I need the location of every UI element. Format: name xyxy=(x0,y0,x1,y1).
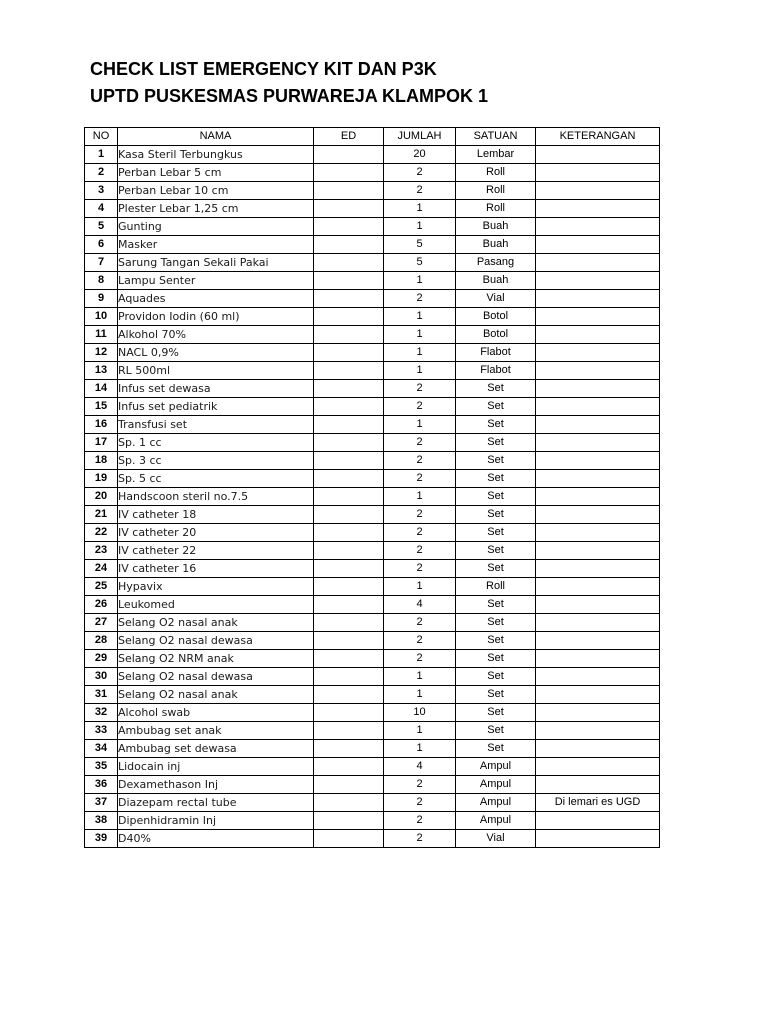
cell-ed xyxy=(314,236,384,254)
cell-satuan: Pasang xyxy=(456,254,536,272)
cell-jumlah: 2 xyxy=(384,560,456,578)
cell-keterangan xyxy=(536,704,660,722)
cell-no: 24 xyxy=(85,560,118,578)
cell-no: 21 xyxy=(85,506,118,524)
cell-no: 37 xyxy=(85,794,118,812)
cell-no: 30 xyxy=(85,668,118,686)
cell-keterangan xyxy=(536,650,660,668)
checklist-table xyxy=(84,127,660,848)
cell-nama: IV catheter 22 xyxy=(118,542,314,560)
cell-keterangan xyxy=(536,560,660,578)
cell-ed xyxy=(314,776,384,794)
table-row xyxy=(85,380,660,398)
cell-no: 13 xyxy=(85,362,118,380)
table-row xyxy=(85,704,660,722)
cell-nama: IV catheter 18 xyxy=(118,506,314,524)
cell-ed xyxy=(314,686,384,704)
cell-no: 28 xyxy=(85,632,118,650)
table-row xyxy=(85,650,660,668)
cell-satuan: Set xyxy=(456,452,536,470)
cell-ed xyxy=(314,740,384,758)
cell-satuan: Set xyxy=(456,398,536,416)
cell-keterangan xyxy=(536,164,660,182)
cell-nama: Aquades xyxy=(118,290,314,308)
table-row xyxy=(85,434,660,452)
cell-satuan: Set xyxy=(456,542,536,560)
cell-satuan: Set xyxy=(456,704,536,722)
cell-satuan: Ampul xyxy=(456,794,536,812)
cell-no: 36 xyxy=(85,776,118,794)
cell-jumlah: 2 xyxy=(384,830,456,848)
cell-satuan: Set xyxy=(456,596,536,614)
table-row xyxy=(85,218,660,236)
cell-no: 17 xyxy=(85,434,118,452)
table-row xyxy=(85,506,660,524)
cell-ed xyxy=(314,506,384,524)
cell-nama: Lampu Senter xyxy=(118,272,314,290)
cell-no: 6 xyxy=(85,236,118,254)
cell-ed xyxy=(314,146,384,164)
cell-keterangan xyxy=(536,146,660,164)
cell-keterangan xyxy=(536,632,660,650)
cell-jumlah: 2 xyxy=(384,524,456,542)
cell-no: 10 xyxy=(85,308,118,326)
cell-keterangan xyxy=(536,488,660,506)
cell-keterangan xyxy=(536,380,660,398)
cell-ed xyxy=(314,704,384,722)
cell-jumlah: 1 xyxy=(384,308,456,326)
table-row xyxy=(85,596,660,614)
cell-jumlah: 2 xyxy=(384,398,456,416)
cell-satuan: Set xyxy=(456,560,536,578)
cell-keterangan xyxy=(536,614,660,632)
cell-keterangan xyxy=(536,344,660,362)
cell-satuan: Set xyxy=(456,668,536,686)
cell-ed xyxy=(314,272,384,290)
cell-satuan: Flabot xyxy=(456,362,536,380)
cell-no: 1 xyxy=(85,146,118,164)
cell-no: 35 xyxy=(85,758,118,776)
cell-satuan: Set xyxy=(456,434,536,452)
cell-satuan: Ampul xyxy=(456,758,536,776)
cell-no: 19 xyxy=(85,470,118,488)
cell-keterangan xyxy=(536,506,660,524)
table-row xyxy=(85,452,660,470)
cell-keterangan xyxy=(536,524,660,542)
cell-keterangan xyxy=(536,434,660,452)
cell-no: 39 xyxy=(85,830,118,848)
cell-ed xyxy=(314,164,384,182)
cell-satuan: Set xyxy=(456,614,536,632)
cell-ed xyxy=(314,218,384,236)
table-row xyxy=(85,614,660,632)
cell-keterangan: Di lemari es UGD xyxy=(536,794,660,812)
cell-satuan: Roll xyxy=(456,200,536,218)
cell-satuan: Lembar xyxy=(456,146,536,164)
cell-keterangan xyxy=(536,578,660,596)
table-row xyxy=(85,182,660,200)
cell-jumlah: 1 xyxy=(384,200,456,218)
header-ed: ED xyxy=(314,128,384,146)
cell-jumlah: 2 xyxy=(384,470,456,488)
table-row xyxy=(85,326,660,344)
cell-nama: NACL 0,9% xyxy=(118,344,314,362)
cell-keterangan xyxy=(536,290,660,308)
cell-satuan: Set xyxy=(456,488,536,506)
cell-satuan: Set xyxy=(456,686,536,704)
cell-ed xyxy=(314,722,384,740)
cell-ed xyxy=(314,488,384,506)
table-row xyxy=(85,254,660,272)
cell-keterangan xyxy=(536,326,660,344)
cell-no: 7 xyxy=(85,254,118,272)
cell-keterangan xyxy=(536,398,660,416)
cell-jumlah: 2 xyxy=(384,506,456,524)
cell-no: 22 xyxy=(85,524,118,542)
cell-nama: Providon Iodin (60 ml) xyxy=(118,308,314,326)
cell-no: 18 xyxy=(85,452,118,470)
cell-nama: Sp. 5 cc xyxy=(118,470,314,488)
cell-keterangan xyxy=(536,596,660,614)
cell-nama: Handscoon steril no.7.5 xyxy=(118,488,314,506)
table-row xyxy=(85,794,660,812)
table-row xyxy=(85,740,660,758)
cell-nama: Dipenhidramin Inj xyxy=(118,812,314,830)
cell-satuan: Botol xyxy=(456,308,536,326)
cell-satuan: Set xyxy=(456,650,536,668)
cell-satuan: Vial xyxy=(456,830,536,848)
table-row xyxy=(85,488,660,506)
cell-nama: Plester Lebar 1,25 cm xyxy=(118,200,314,218)
cell-ed xyxy=(314,254,384,272)
cell-keterangan xyxy=(536,182,660,200)
cell-satuan: Set xyxy=(456,632,536,650)
cell-no: 8 xyxy=(85,272,118,290)
cell-ed xyxy=(314,434,384,452)
cell-no: 9 xyxy=(85,290,118,308)
document-subtitle: UPTD PUSKESMAS PURWAREJA KLAMPOK 1 xyxy=(90,86,489,106)
cell-keterangan xyxy=(536,812,660,830)
cell-nama: Infus set dewasa xyxy=(118,380,314,398)
table-row xyxy=(85,812,660,830)
cell-keterangan xyxy=(536,416,660,434)
cell-no: 25 xyxy=(85,578,118,596)
cell-nama: IV catheter 20 xyxy=(118,524,314,542)
cell-ed xyxy=(314,200,384,218)
cell-jumlah: 1 xyxy=(384,326,456,344)
cell-nama: Masker xyxy=(118,236,314,254)
cell-no: 20 xyxy=(85,488,118,506)
cell-nama: Diazepam rectal tube xyxy=(118,794,314,812)
cell-nama: RL 500ml xyxy=(118,362,314,380)
cell-jumlah: 10 xyxy=(384,704,456,722)
cell-nama: Ambubag set dewasa xyxy=(118,740,314,758)
table-row xyxy=(85,632,660,650)
header-nama: NAMA xyxy=(118,128,314,146)
cell-jumlah: 1 xyxy=(384,740,456,758)
cell-keterangan xyxy=(536,200,660,218)
cell-keterangan xyxy=(536,722,660,740)
cell-keterangan xyxy=(536,236,660,254)
cell-no: 29 xyxy=(85,650,118,668)
cell-jumlah: 2 xyxy=(384,776,456,794)
cell-no: 4 xyxy=(85,200,118,218)
cell-keterangan xyxy=(536,272,660,290)
cell-satuan: Ampul xyxy=(456,812,536,830)
table-row xyxy=(85,830,660,848)
cell-ed xyxy=(314,362,384,380)
cell-nama: IV catheter 16 xyxy=(118,560,314,578)
cell-satuan: Roll xyxy=(456,164,536,182)
table-row xyxy=(85,578,660,596)
cell-ed xyxy=(314,632,384,650)
cell-jumlah: 2 xyxy=(384,434,456,452)
cell-no: 14 xyxy=(85,380,118,398)
table-row xyxy=(85,560,660,578)
cell-no: 31 xyxy=(85,686,118,704)
cell-no: 16 xyxy=(85,416,118,434)
cell-nama: Leukomed xyxy=(118,596,314,614)
cell-nama: D40% xyxy=(118,830,314,848)
table-row xyxy=(85,722,660,740)
cell-keterangan xyxy=(536,218,660,236)
cell-satuan: Set xyxy=(456,380,536,398)
cell-jumlah: 1 xyxy=(384,416,456,434)
cell-keterangan xyxy=(536,668,660,686)
cell-keterangan xyxy=(536,776,660,794)
header-keterangan: KETERANGAN xyxy=(536,128,660,146)
cell-no: 2 xyxy=(85,164,118,182)
cell-keterangan xyxy=(536,740,660,758)
cell-jumlah: 1 xyxy=(384,686,456,704)
cell-jumlah: 2 xyxy=(384,452,456,470)
table-row xyxy=(85,272,660,290)
cell-no: 11 xyxy=(85,326,118,344)
cell-nama: Selang O2 nasal anak xyxy=(118,686,314,704)
cell-nama: Alkohol 70% xyxy=(118,326,314,344)
cell-nama: Sp. 3 cc xyxy=(118,452,314,470)
cell-no: 23 xyxy=(85,542,118,560)
table-row xyxy=(85,470,660,488)
cell-jumlah: 1 xyxy=(384,344,456,362)
cell-ed xyxy=(314,668,384,686)
cell-keterangan xyxy=(536,308,660,326)
header-jumlah: JUMLAH xyxy=(384,128,456,146)
cell-ed xyxy=(314,560,384,578)
cell-no: 12 xyxy=(85,344,118,362)
cell-ed xyxy=(314,650,384,668)
table-header-row xyxy=(85,128,660,146)
cell-satuan: Set xyxy=(456,740,536,758)
header-satuan: SATUAN xyxy=(456,128,536,146)
cell-satuan: Set xyxy=(456,524,536,542)
cell-nama: Selang O2 nasal dewasa xyxy=(118,668,314,686)
table-row xyxy=(85,146,660,164)
cell-jumlah: 2 xyxy=(384,794,456,812)
cell-jumlah: 2 xyxy=(384,290,456,308)
cell-ed xyxy=(314,812,384,830)
cell-jumlah: 2 xyxy=(384,380,456,398)
cell-satuan: Set xyxy=(456,416,536,434)
cell-keterangan xyxy=(536,362,660,380)
cell-satuan: Botol xyxy=(456,326,536,344)
cell-ed xyxy=(314,380,384,398)
cell-ed xyxy=(314,470,384,488)
cell-nama: Hypavix xyxy=(118,578,314,596)
cell-satuan: Set xyxy=(456,506,536,524)
cell-ed xyxy=(314,578,384,596)
header-no: NO xyxy=(85,128,118,146)
cell-keterangan xyxy=(536,542,660,560)
table-row xyxy=(85,542,660,560)
cell-jumlah: 20 xyxy=(384,146,456,164)
cell-nama: Perban Lebar 5 cm xyxy=(118,164,314,182)
table-row xyxy=(85,776,660,794)
cell-ed xyxy=(314,614,384,632)
cell-satuan: Roll xyxy=(456,182,536,200)
cell-jumlah: 2 xyxy=(384,632,456,650)
cell-nama: Transfusi set xyxy=(118,416,314,434)
table-row xyxy=(85,236,660,254)
cell-nama: Ambubag set anak xyxy=(118,722,314,740)
cell-no: 34 xyxy=(85,740,118,758)
table-body xyxy=(85,146,660,848)
cell-satuan: Buah xyxy=(456,236,536,254)
cell-jumlah: 2 xyxy=(384,614,456,632)
cell-keterangan xyxy=(536,452,660,470)
cell-jumlah: 2 xyxy=(384,164,456,182)
cell-keterangan xyxy=(536,758,660,776)
cell-ed xyxy=(314,344,384,362)
cell-ed xyxy=(314,416,384,434)
cell-jumlah: 4 xyxy=(384,596,456,614)
cell-keterangan xyxy=(536,470,660,488)
cell-jumlah: 5 xyxy=(384,254,456,272)
table-row xyxy=(85,758,660,776)
cell-no: 5 xyxy=(85,218,118,236)
table-row xyxy=(85,362,660,380)
cell-jumlah: 1 xyxy=(384,362,456,380)
cell-nama: Infus set pediatrik xyxy=(118,398,314,416)
cell-no: 27 xyxy=(85,614,118,632)
cell-nama: Gunting xyxy=(118,218,314,236)
cell-ed xyxy=(314,182,384,200)
cell-satuan: Ampul xyxy=(456,776,536,794)
document-title: CHECK LIST EMERGENCY KIT DAN P3K xyxy=(90,59,437,79)
table-row xyxy=(85,398,660,416)
cell-nama: Selang O2 NRM anak xyxy=(118,650,314,668)
cell-nama: Kasa Steril Terbungkus xyxy=(118,146,314,164)
cell-nama: Sarung Tangan Sekali Pakai xyxy=(118,254,314,272)
cell-ed xyxy=(314,326,384,344)
cell-satuan: Flabot xyxy=(456,344,536,362)
cell-keterangan xyxy=(536,686,660,704)
cell-nama: Lidocain inj xyxy=(118,758,314,776)
cell-satuan: Buah xyxy=(456,218,536,236)
cell-no: 33 xyxy=(85,722,118,740)
cell-satuan: Vial xyxy=(456,290,536,308)
cell-jumlah: 1 xyxy=(384,668,456,686)
cell-nama: Sp. 1 cc xyxy=(118,434,314,452)
cell-jumlah: 2 xyxy=(384,542,456,560)
table-row xyxy=(85,416,660,434)
cell-satuan: Buah xyxy=(456,272,536,290)
cell-ed xyxy=(314,290,384,308)
cell-ed xyxy=(314,830,384,848)
cell-jumlah: 2 xyxy=(384,650,456,668)
cell-no: 38 xyxy=(85,812,118,830)
cell-ed xyxy=(314,542,384,560)
cell-keterangan xyxy=(536,830,660,848)
cell-nama: Selang O2 nasal anak xyxy=(118,614,314,632)
table-row xyxy=(85,164,660,182)
cell-satuan: Set xyxy=(456,470,536,488)
cell-no: 3 xyxy=(85,182,118,200)
cell-jumlah: 2 xyxy=(384,182,456,200)
cell-jumlah: 1 xyxy=(384,722,456,740)
cell-nama: Alcohol swab xyxy=(118,704,314,722)
cell-ed xyxy=(314,524,384,542)
cell-ed xyxy=(314,452,384,470)
table-row xyxy=(85,524,660,542)
cell-ed xyxy=(314,758,384,776)
cell-nama: Selang O2 nasal dewasa xyxy=(118,632,314,650)
table-row xyxy=(85,200,660,218)
cell-jumlah: 4 xyxy=(384,758,456,776)
cell-no: 26 xyxy=(85,596,118,614)
cell-jumlah: 1 xyxy=(384,272,456,290)
cell-ed xyxy=(314,794,384,812)
cell-ed xyxy=(314,398,384,416)
cell-keterangan xyxy=(536,254,660,272)
cell-jumlah: 1 xyxy=(384,578,456,596)
cell-no: 32 xyxy=(85,704,118,722)
table-row xyxy=(85,344,660,362)
cell-satuan: Roll xyxy=(456,578,536,596)
cell-jumlah: 2 xyxy=(384,812,456,830)
table-row xyxy=(85,308,660,326)
table-row xyxy=(85,290,660,308)
cell-jumlah: 5 xyxy=(384,236,456,254)
table-row xyxy=(85,686,660,704)
cell-satuan: Set xyxy=(456,722,536,740)
cell-ed xyxy=(314,596,384,614)
cell-ed xyxy=(314,308,384,326)
cell-nama: Dexamethason Inj xyxy=(118,776,314,794)
cell-jumlah: 1 xyxy=(384,218,456,236)
cell-no: 15 xyxy=(85,398,118,416)
table-row xyxy=(85,668,660,686)
cell-nama: Perban Lebar 10 cm xyxy=(118,182,314,200)
cell-jumlah: 1 xyxy=(384,488,456,506)
